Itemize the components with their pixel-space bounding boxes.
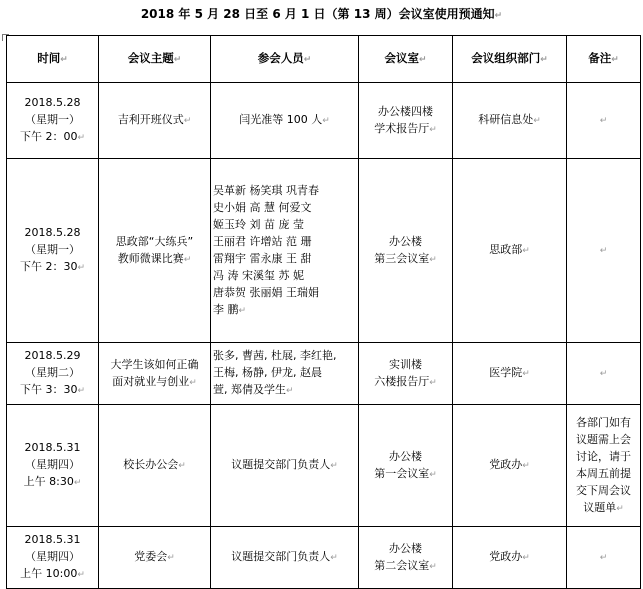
paragraph-mark-icon: ↵ [77,263,86,273]
note-cell [567,343,641,405]
note-cell-line: 议题单↵ [583,500,624,514]
header-row [7,36,641,83]
time-cell-line: 2018.5.31 [24,441,81,454]
paragraph-mark-icon: ↵ [533,116,541,126]
time-cell [7,83,99,159]
note-cell-line: 各部门如有 [576,415,631,429]
time-cell-line: 2018.5.31 [24,533,81,546]
people-cell-line: 王丽君 许增站 范 珊 [213,234,312,248]
people-cell-line: 闫光准等 100 人↵ [239,113,330,126]
dept-cell-line: 思政部↵ [489,243,530,256]
room-cell-line: 办公楼 [389,449,422,463]
paragraph-mark-icon: ↵ [599,116,608,126]
header-dept: 会议组织部门↵ [453,36,567,83]
room-cell-line: 第一会议室↵ [374,466,437,480]
room-cell-line: 办公楼 [389,541,422,555]
time-cell-line: 下午 2：00↵ [19,130,86,143]
paragraph-mark-icon: ↵ [77,133,86,143]
room-cell-line: 办公楼 [389,234,422,248]
schedule-rows [7,83,641,589]
note-cell [567,405,641,527]
people-cell-line: 萱, 郑倩及学生↵ [213,383,294,396]
room-cell-line: 办公楼四楼 [378,104,433,118]
paragraph-mark-icon: ↵ [599,369,608,379]
note-cell [567,83,641,159]
time-cell-line: 上午 10:00↵ [20,567,85,580]
paragraph-mark-icon: ↵ [429,254,437,265]
dept-cell-line: 党政办↵ [489,458,530,471]
header-room: 会议室↵ [359,36,453,83]
time-cell [7,405,99,527]
header-note: 备注↵ [567,36,641,83]
dept-cell-line: 党政办↵ [489,550,530,563]
paragraph-mark-icon: ↵ [322,116,330,126]
paragraph-mark-icon: ↵ [599,553,608,563]
people-cell-line: 张多, 曹茜, 杜展, 李红艳, [213,349,337,362]
paragraph-mark-icon: ↵ [522,553,530,563]
table-row [7,405,641,527]
dept-cell [453,527,567,589]
topic-cell [99,83,211,159]
topic-cell-line: 教师微课比赛↵ [117,251,192,265]
time-cell-line: （星期四） [25,550,80,563]
paragraph-mark-icon: ↵ [599,246,608,256]
time-cell-line: 2018.5.29 [24,349,81,362]
note-cell [567,159,641,343]
dept-cell [453,343,567,405]
room-cell [359,159,453,343]
paragraph-mark-icon: ↵ [77,386,86,396]
time-cell [7,159,99,343]
people-cell-line: 冯 涛 宋溪玺 苏 妮 [213,268,304,282]
paragraph-mark-icon: ↵ [494,11,503,21]
time-cell-line: 2018.5.28 [24,226,81,239]
people-cell-line: 王梅, 杨静, 伊龙, 赵晨 [213,366,322,379]
time-cell-line: （星期四） [25,458,80,471]
topic-cell [99,159,211,343]
note-cell-line: 讨论，请于 [576,449,631,463]
paragraph-mark-icon: ↵ [429,561,437,572]
dept-cell [453,405,567,527]
paragraph-mark-icon: ↵ [429,124,437,135]
dept-cell-line: 科研信息处↵ [478,113,541,126]
header-topic: 会议主题↵ [99,36,211,83]
table-row [7,343,641,405]
paragraph-mark-icon: ↵ [330,553,338,563]
room-cell [359,527,453,589]
room-cell [359,83,453,159]
note-cell [567,527,641,589]
topic-cell-line: 吉利开班仪式↵ [117,113,192,126]
time-cell [7,343,99,405]
paragraph-mark-icon: ↵ [616,503,624,514]
people-cell-line: 雷翔宇 雷永康 王 甜 [213,251,312,265]
paragraph-mark-icon: ↵ [330,461,338,471]
paragraph-mark-icon: ↵ [167,553,175,563]
paragraph-mark-icon: ↵ [77,570,85,580]
paragraph-mark-icon: ↵ [286,386,294,396]
topic-cell [99,343,211,405]
people-cell-line: 吴革新 杨笑琪 巩青春 [213,183,319,197]
people-cell [211,343,359,405]
paragraph-mark-icon: ↵ [522,461,530,471]
paragraph-mark-icon: ↵ [183,254,192,265]
room-cell-line: 学术报告厅↵ [374,121,437,135]
topic-cell-line: 面对就业与创业↵ [112,374,197,388]
paragraph-mark-icon: ↵ [429,377,437,388]
page-title [0,6,643,24]
people-cell [211,405,359,527]
topic-cell [99,527,211,589]
note-cell-line: 交下周会议 [576,483,631,497]
paragraph-mark-icon: ↵ [178,461,186,471]
time-cell-line: （星期二） [25,366,80,379]
people-cell-line: 姬玉玲 刘 苗 庞 莹 [213,217,304,231]
people-cell-line: 史小娟 高 慧 何爱文 [213,200,312,214]
time-cell-line: （星期一） [25,243,80,256]
paragraph-mark-icon: ↵ [522,246,530,256]
table-row [7,527,641,589]
paragraph-mark-icon: ↵ [429,469,437,480]
people-cell-line: 议题提交部门负责人↵ [231,458,338,471]
topic-cell-line: 校长办公会↵ [123,458,186,471]
dept-cell-line: 医学院↵ [489,366,530,379]
note-cell-line: 本周五前提 [576,466,631,480]
room-cell-line: 第二会议室↵ [374,558,437,572]
people-cell-line: 唐恭贺 张丽娟 王瑞娟 [213,285,319,299]
topic-cell [99,405,211,527]
time-cell-line: 2018.5.28 [24,96,81,109]
time-cell [7,527,99,589]
people-cell [211,159,359,343]
room-cell-line: 第三会议室↵ [374,251,437,265]
paragraph-mark-icon: ↵ [189,377,197,388]
people-cell [211,83,359,159]
room-cell [359,343,453,405]
room-cell-line: 实训楼 [389,357,422,371]
note-cell-line: 议题需上会 [576,432,631,446]
table-row [7,83,641,159]
topic-cell-line: 党委会↵ [134,550,175,563]
paragraph-mark-icon: ↵ [183,116,192,126]
topic-cell-line: 大学生该如何正确 [110,357,199,371]
people-cell [211,527,359,589]
dept-cell [453,83,567,159]
topic-cell-line: 思政部“大练兵” [115,234,194,248]
people-cell-line: 议题提交部门负责人↵ [231,550,338,563]
paragraph-mark-icon: ↵ [522,369,530,379]
time-cell-line: （星期一） [25,113,80,126]
paragraph-mark-icon: ↵ [238,305,247,316]
meeting-room-schedule-table [6,35,641,589]
paragraph-mark-icon: ↵ [73,478,82,488]
dept-cell [453,159,567,343]
time-cell-line: 下午 2：30↵ [19,260,86,273]
title-text: 2018 年 5 月 28 日至 6 月 1 日（第 13 周）会议室使用预通知 [140,7,495,21]
time-cell-line: 下午 3：30↵ [19,383,86,396]
people-cell-line: 李 鹏↵ [213,302,247,316]
room-cell [359,405,453,527]
header-time: 时间↵ [7,36,99,83]
room-cell-line: 六楼报告厅↵ [374,374,437,388]
header-people: 参会人员↵ [211,36,359,83]
time-cell-line: 上午 8:30↵ [23,475,82,488]
table-row [7,159,641,343]
